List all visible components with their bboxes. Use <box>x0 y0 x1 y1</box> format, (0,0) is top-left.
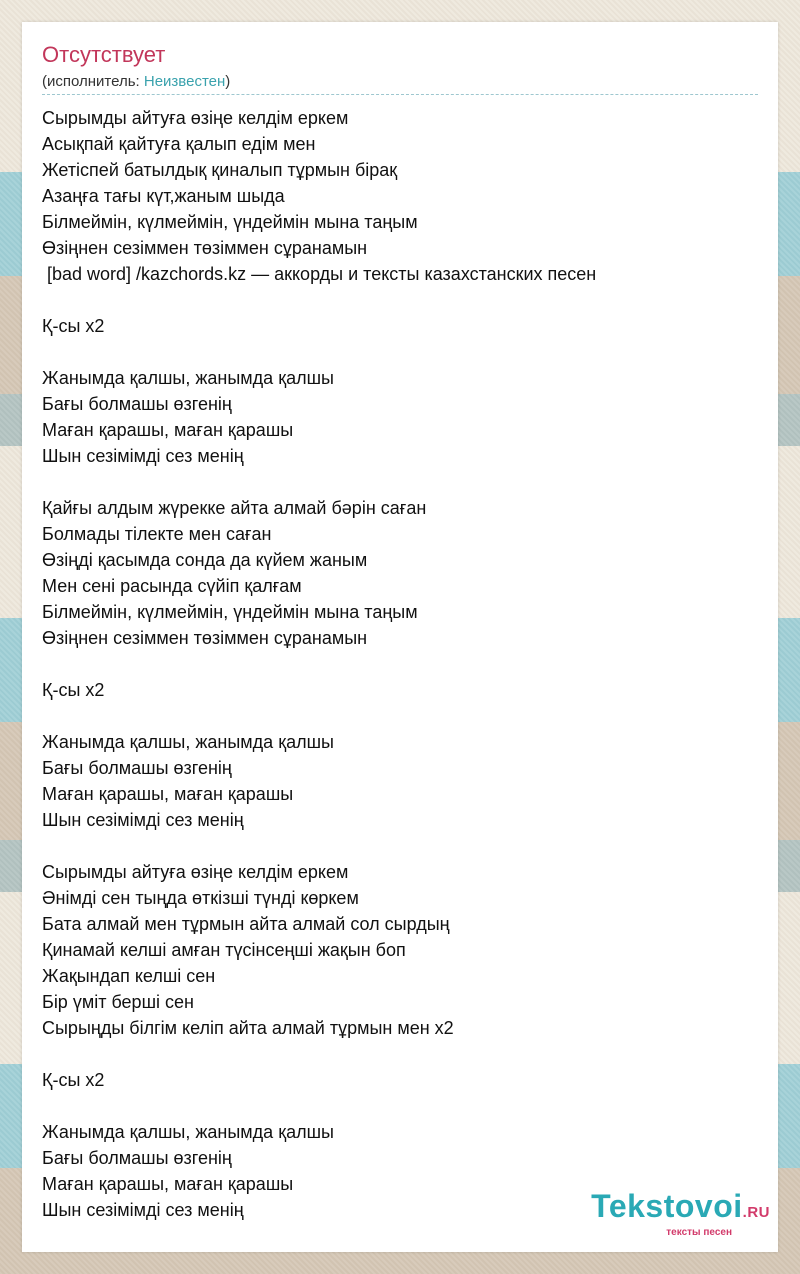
lyric-line: Бағы болмашы өзгенің <box>42 1148 232 1168</box>
lyric-line <box>42 651 758 677</box>
logo-tagline: тексты песен <box>666 1227 732 1238</box>
lyric-line: Бір үміт берші сен <box>42 992 194 1012</box>
lyric-line: Өзіңді қасымда сонда да күйем жаным <box>42 550 368 570</box>
lyric-line: Қ-сы х2 <box>42 680 105 700</box>
site-logo[interactable] <box>591 1190 770 1238</box>
performer-suffix: ) <box>225 73 231 90</box>
lyrics-card <box>22 22 778 1252</box>
lyric-line: Шын сезімімді сез менің <box>42 1200 244 1220</box>
lyric-line: Сырыңды білгім келіп айта алмай тұрмын мен х2 <box>42 1018 454 1038</box>
lyric-line: Жақындап келші сен <box>42 966 216 986</box>
lyric-line: Білмеймін, күлмеймін, үндеймін мына таңым <box>42 212 418 232</box>
lyric-line: Бағы болмашы өзгенің <box>42 758 232 778</box>
lyric-line <box>42 339 758 365</box>
performer-line <box>42 73 230 90</box>
lyric-line <box>42 1041 758 1067</box>
logo-tld: .RU <box>742 1204 770 1221</box>
lyric-line: Маған қарашы, маған қарашы <box>42 1174 294 1194</box>
lyric-line: Білмеймін, күлмеймін, үндеймін мына таңым <box>42 602 418 622</box>
lyric-line: Қ-сы х2 <box>42 1070 105 1090</box>
lyric-line: Жанымда қалшы, жанымда қалшы <box>42 368 334 388</box>
lyric-line: Қинамай келші амған түсінсеңші жақын боп <box>42 940 406 960</box>
lyric-line <box>42 287 758 313</box>
lyric-line <box>42 1093 758 1119</box>
performer-prefix: (исполнитель: <box>42 73 144 90</box>
lyric-line: Жетіспей батылдық қиналып тұрмын бірақ <box>42 160 398 180</box>
lyric-line: Бата алмай мен тұрмын айта алмай сол сырдың <box>42 914 450 934</box>
lyric-line: Қайғы алдым жүрекке айта алмай бәрін саған <box>42 498 427 518</box>
lyrics-text <box>42 105 758 1223</box>
lyric-line: Жанымда қалшы, жанымда қалшы <box>42 732 334 752</box>
performer-link[interactable]: Неизвестен <box>143 73 226 90</box>
lyric-line: Өзіңнен сезіммен төзіммен сұранамын <box>42 238 368 258</box>
lyric-line <box>42 833 758 859</box>
lyric-line: Азаңға тағы күт,жаным шыда <box>42 186 285 206</box>
song-title: Отсутствует <box>42 42 166 67</box>
lyric-line: Өзіңнен сезіммен төзіммен сұранамын <box>42 628 368 648</box>
lyric-line <box>42 469 758 495</box>
lyric-line: Шын сезімімді сез менің <box>42 810 244 830</box>
lyric-line: Бағы болмашы өзгенің <box>42 394 232 414</box>
lyric-line: Жанымда қалшы, жанымда қалшы <box>42 1122 334 1142</box>
lyric-line: Маған қарашы, маған қарашы <box>42 420 294 440</box>
header-divider <box>42 94 758 95</box>
lyric-line: [bad word] /kazchords.kz — аккорды и тексты казахстанских песен <box>42 264 597 284</box>
lyric-line: Сырымды айтуға өзіңе келдім еркем <box>42 108 349 128</box>
lyric-line: Мен сені расында сүйіп қалғам <box>42 576 302 596</box>
lyric-line: Маған қарашы, маған қарашы <box>42 784 294 804</box>
lyric-line: Қ-сы х2 <box>42 316 105 336</box>
logo-name: Tekstovoi <box>591 1188 743 1224</box>
lyric-line: Сырымды айтуға өзіңе келдім еркем <box>42 862 349 882</box>
lyric-line: Асықпай қайтуға қалып едім мен <box>42 134 316 154</box>
lyric-line: Әнімді сен тыңда өткізші түнді көркем <box>42 888 359 908</box>
lyric-line: Шын сезімімді сез менің <box>42 446 244 466</box>
lyric-line <box>42 703 758 729</box>
lyric-line: Болмады тілекте мен саған <box>42 524 272 544</box>
